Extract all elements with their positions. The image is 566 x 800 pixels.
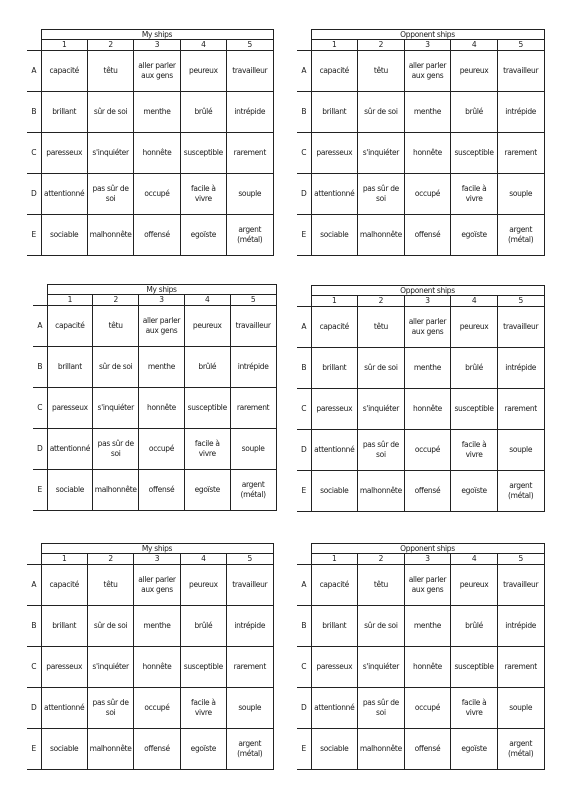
grid-cell[interactable]: offensé [134, 214, 180, 255]
grid-cell[interactable]: egoïste [180, 214, 226, 255]
grid-row [33, 346, 276, 387]
grid-cell[interactable]: s'inquiéter [358, 646, 405, 687]
grid-cell[interactable]: aller parler aux gens [404, 50, 451, 91]
column-header: 4 [451, 554, 498, 564]
grid-cell[interactable]: pas sûr de soi [358, 687, 405, 728]
grid-cell[interactable]: rarement [497, 388, 544, 429]
opponent-ships-grid [297, 285, 545, 512]
grid-cell[interactable]: travailleur [497, 306, 544, 347]
row-label: E [27, 214, 41, 255]
corner-blank [27, 40, 41, 50]
column-header: 1 [311, 40, 358, 50]
grid-cell[interactable]: menthe [404, 605, 451, 646]
grid-cell[interactable]: paresseux [47, 387, 93, 428]
grid-cell[interactable]: rarement [497, 646, 544, 687]
grid-cell[interactable]: brillant [41, 605, 87, 646]
grid-cell[interactable]: facile à vivre [180, 173, 226, 214]
row-label: A [297, 50, 311, 91]
grid-title: Opponent ships [311, 30, 544, 40]
grid-cell[interactable]: sociable [311, 728, 358, 769]
column-header: 4 [451, 40, 498, 50]
grid-cell[interactable]: sûr de soi [93, 346, 139, 387]
corner-blank [297, 554, 311, 564]
corner-blank [297, 286, 311, 296]
grid-cell[interactable]: rarement [227, 132, 273, 173]
grid-cell[interactable]: brûlé [180, 91, 226, 132]
row-label: E [297, 470, 311, 511]
grid-cell[interactable]: capacité [47, 305, 93, 346]
grid-cell[interactable]: souple [227, 687, 273, 728]
grid-cell[interactable]: têtu [93, 305, 139, 346]
grid-cell[interactable]: sociable [311, 470, 358, 511]
column-header: 3 [404, 296, 451, 306]
corner-blank [297, 40, 311, 50]
grid-cell[interactable]: honnête [404, 388, 451, 429]
grid-cell[interactable]: sociable [311, 214, 358, 255]
grid-cell[interactable]: occupé [139, 428, 185, 469]
row-label: B [297, 91, 311, 132]
my-ships-grid [27, 543, 274, 770]
grid-cell[interactable]: brûlé [451, 605, 498, 646]
grid-cell[interactable]: paresseux [311, 388, 358, 429]
column-header: 3 [404, 554, 451, 564]
column-header: 3 [134, 554, 180, 564]
column-header: 2 [87, 40, 133, 50]
grid-cell[interactable]: rarement [227, 646, 273, 687]
column-header: 3 [404, 40, 451, 50]
grid-cell[interactable]: facile à vivre [451, 173, 498, 214]
grid-cell[interactable]: argent (métal) [497, 470, 544, 511]
column-header: 2 [358, 296, 405, 306]
grid-cell[interactable]: honnête [134, 132, 180, 173]
my-ships-grid [33, 284, 277, 511]
grid-cell[interactable]: peureux [451, 50, 498, 91]
grid-cell[interactable]: pas sûr de soi [87, 687, 133, 728]
row-label: C [297, 646, 311, 687]
grid-cell[interactable]: susceptible [184, 387, 230, 428]
grid-cell[interactable]: susceptible [180, 646, 226, 687]
grid-row [27, 214, 273, 255]
row-label: D [27, 173, 41, 214]
grid-cell[interactable]: peureux [451, 564, 498, 605]
grid-cell[interactable]: intrépide [227, 91, 273, 132]
grid-cell[interactable]: intrépide [497, 91, 544, 132]
row-label: B [33, 346, 47, 387]
grid-cell[interactable]: sûr de soi [87, 605, 133, 646]
grid-cell[interactable]: argent (métal) [497, 214, 544, 255]
column-header: 5 [227, 554, 273, 564]
column-header: 1 [41, 554, 87, 564]
grid-cell[interactable]: sûr de soi [358, 91, 405, 132]
grid-cell[interactable]: têtu [87, 564, 133, 605]
grid-cell[interactable]: pas sûr de soi [358, 429, 405, 470]
grid-row [297, 728, 544, 769]
grid-title: My ships [41, 544, 273, 554]
grid-cell[interactable]: egoïste [180, 728, 226, 769]
grid-cell[interactable]: offensé [404, 214, 451, 255]
row-label: B [27, 91, 41, 132]
row-label: A [297, 564, 311, 605]
grid-cell[interactable]: honnête [139, 387, 185, 428]
grid-row [27, 132, 273, 173]
grid-cell[interactable]: susceptible [451, 388, 498, 429]
grid-cell[interactable]: rarement [497, 132, 544, 173]
grid-row [297, 214, 544, 255]
column-header: 5 [497, 40, 544, 50]
grid-cell[interactable]: capacité [311, 50, 358, 91]
row-label: C [33, 387, 47, 428]
grid-row [297, 388, 544, 429]
corner-blank [33, 285, 47, 295]
row-label: D [27, 687, 41, 728]
grid-cell[interactable]: susceptible [180, 132, 226, 173]
grid-row [27, 605, 273, 646]
grid-cell[interactable]: egoïste [184, 469, 230, 510]
grid-cell[interactable]: menthe [134, 605, 180, 646]
grid-cell[interactable]: brillant [311, 605, 358, 646]
row-label: A [27, 50, 41, 91]
corner-blank [297, 30, 311, 40]
column-header: 4 [184, 295, 230, 305]
grid-cell[interactable]: attentionné [311, 429, 358, 470]
column-header: 1 [311, 296, 358, 306]
grid-cell[interactable]: intrépide [227, 605, 273, 646]
grid-row [297, 173, 544, 214]
grid-cell[interactable]: attentionné [47, 428, 93, 469]
grid-cell[interactable]: offensé [404, 470, 451, 511]
grid-cell[interactable]: capacité [41, 50, 87, 91]
grid-cell[interactable]: têtu [358, 306, 405, 347]
grid-cell[interactable]: attentionné [41, 173, 87, 214]
grid-cell[interactable]: aller parler aux gens [139, 305, 185, 346]
grid-row [33, 387, 276, 428]
row-label: A [33, 305, 47, 346]
column-header: 4 [180, 40, 226, 50]
grid-title: Opponent ships [311, 286, 544, 296]
grid-cell[interactable]: travailleur [497, 564, 544, 605]
grid-cell[interactable]: peureux [184, 305, 230, 346]
grid-row [27, 50, 273, 91]
column-header: 4 [451, 296, 498, 306]
row-label: E [297, 728, 311, 769]
grid-cell[interactable]: facile à vivre [184, 428, 230, 469]
grid-cell[interactable]: s'inquiéter [87, 646, 133, 687]
grid-cell[interactable]: paresseux [311, 646, 358, 687]
grid-cell[interactable]: sûr de soi [358, 605, 405, 646]
grid-cell[interactable]: sûr de soi [358, 347, 405, 388]
grid-cell[interactable]: aller parler aux gens [134, 564, 180, 605]
grid-cell[interactable]: peureux [180, 564, 226, 605]
grid-cell[interactable]: honnête [134, 646, 180, 687]
grid-cell[interactable]: brillant [311, 91, 358, 132]
corner-blank [33, 295, 47, 305]
grid-cell[interactable]: capacité [41, 564, 87, 605]
grid-row [33, 469, 276, 510]
grid-cell[interactable]: travailleur [227, 50, 273, 91]
row-label: D [297, 687, 311, 728]
corner-blank [297, 544, 311, 554]
grid-cell[interactable]: aller parler aux gens [404, 306, 451, 347]
grid-cell[interactable]: travailleur [497, 50, 544, 91]
grid-cell[interactable]: menthe [404, 91, 451, 132]
grid-cell[interactable]: offensé [139, 469, 185, 510]
row-label: B [297, 605, 311, 646]
grid-title: Opponent ships [311, 544, 544, 554]
grid-cell[interactable]: facile à vivre [451, 687, 498, 728]
grid-row [27, 564, 273, 605]
grid-cell[interactable]: rarement [230, 387, 276, 428]
grid-cell[interactable]: souple [497, 687, 544, 728]
corner-blank [27, 30, 41, 40]
grid-title: My ships [41, 30, 273, 40]
grid-title: My ships [47, 285, 276, 295]
grid-cell[interactable]: facile à vivre [180, 687, 226, 728]
grid-cell[interactable]: peureux [451, 306, 498, 347]
column-header: 2 [358, 554, 405, 564]
row-label: B [27, 605, 41, 646]
grid-cell[interactable]: susceptible [451, 132, 498, 173]
grid-cell[interactable]: têtu [87, 50, 133, 91]
grid-cell[interactable]: egoïste [451, 728, 498, 769]
column-header: 2 [93, 295, 139, 305]
grid-cell[interactable]: brillant [41, 91, 87, 132]
grid-cell[interactable]: brûlé [451, 91, 498, 132]
grid-row [27, 646, 273, 687]
grid-cell[interactable]: s'inquiéter [93, 387, 139, 428]
grid-cell[interactable]: s'inquiéter [358, 388, 405, 429]
grid-cell[interactable]: paresseux [41, 132, 87, 173]
grid-cell[interactable]: honnête [404, 646, 451, 687]
grid-cell[interactable]: facile à vivre [451, 429, 498, 470]
grid-cell[interactable]: paresseux [311, 132, 358, 173]
grid-cell[interactable]: souple [497, 429, 544, 470]
grid-cell[interactable]: travailleur [230, 305, 276, 346]
column-header: 1 [47, 295, 93, 305]
grid-cell[interactable]: s'inquiéter [358, 132, 405, 173]
grid-cell[interactable]: menthe [404, 347, 451, 388]
column-header: 5 [497, 296, 544, 306]
grid-row [297, 646, 544, 687]
grid-cell[interactable]: brillant [311, 347, 358, 388]
corner-blank [27, 554, 41, 564]
grid-cell[interactable]: attentionné [311, 173, 358, 214]
grid-cell[interactable]: offensé [404, 728, 451, 769]
row-label: D [33, 428, 47, 469]
column-header: 5 [227, 40, 273, 50]
grid-cell[interactable]: malhonnête [358, 728, 405, 769]
grid-row [33, 428, 276, 469]
grid-cell[interactable]: attentionné [311, 687, 358, 728]
grid-cell[interactable]: têtu [358, 50, 405, 91]
grid-row [297, 687, 544, 728]
grid-cell[interactable]: menthe [139, 346, 185, 387]
grid-cell[interactable]: honnête [404, 132, 451, 173]
column-header: 5 [230, 295, 276, 305]
row-label: B [297, 347, 311, 388]
grid-cell[interactable]: argent (métal) [497, 728, 544, 769]
column-header: 4 [180, 554, 226, 564]
column-header: 1 [41, 40, 87, 50]
grid-cell[interactable]: souple [497, 173, 544, 214]
row-label: E [27, 728, 41, 769]
my-ships-grid [27, 29, 274, 256]
grid-cell[interactable]: sociable [47, 469, 93, 510]
column-header: 1 [311, 554, 358, 564]
corner-blank [297, 296, 311, 306]
grid-row [33, 305, 276, 346]
grid-row [297, 306, 544, 347]
grid-cell[interactable]: intrépide [497, 347, 544, 388]
grid-cell[interactable]: aller parler aux gens [134, 50, 180, 91]
grid-cell[interactable]: occupé [404, 429, 451, 470]
grid-cell[interactable]: egoïste [451, 214, 498, 255]
row-label: A [297, 306, 311, 347]
grid-cell[interactable]: souple [230, 428, 276, 469]
grid-cell[interactable]: malhonnête [358, 470, 405, 511]
grid-row [27, 173, 273, 214]
grid-cell[interactable]: argent (métal) [227, 728, 273, 769]
grid-cell[interactable]: brûlé [451, 347, 498, 388]
grid-cell[interactable]: occupé [404, 687, 451, 728]
grid-cell[interactable]: argent (métal) [227, 214, 273, 255]
row-label: C [297, 388, 311, 429]
grid-cell[interactable]: intrépide [497, 605, 544, 646]
row-label: E [297, 214, 311, 255]
grid-row [297, 132, 544, 173]
column-header: 2 [358, 40, 405, 50]
grid-cell[interactable]: occupé [404, 173, 451, 214]
row-label: E [33, 469, 47, 510]
grid-cell[interactable]: brillant [47, 346, 93, 387]
grid-cell[interactable]: sûr de soi [87, 91, 133, 132]
grid-cell[interactable]: s'inquiéter [87, 132, 133, 173]
grid-cell[interactable]: aller parler aux gens [404, 564, 451, 605]
grid-row [297, 605, 544, 646]
grid-row [27, 91, 273, 132]
column-header: 2 [87, 554, 133, 564]
grid-row [27, 728, 273, 769]
grid-row [297, 564, 544, 605]
grid-cell[interactable]: sociable [41, 214, 87, 255]
grid-cell[interactable]: offensé [134, 728, 180, 769]
column-header: 5 [497, 554, 544, 564]
grid-cell[interactable]: brûlé [184, 346, 230, 387]
grid-cell[interactable]: pas sûr de soi [93, 428, 139, 469]
grid-cell[interactable]: pas sûr de soi [87, 173, 133, 214]
column-header: 3 [139, 295, 185, 305]
grid-cell[interactable]: sociable [41, 728, 87, 769]
grid-cell[interactable]: egoïste [451, 470, 498, 511]
corner-blank [27, 544, 41, 554]
row-label: D [297, 173, 311, 214]
grid-cell[interactable]: paresseux [41, 646, 87, 687]
grid-cell[interactable]: menthe [134, 91, 180, 132]
grid-cell[interactable]: pas sûr de soi [358, 173, 405, 214]
grid-row [297, 347, 544, 388]
grid-cell[interactable]: intrépide [230, 346, 276, 387]
grid-cell[interactable]: argent (métal) [230, 469, 276, 510]
grid-cell[interactable]: capacité [311, 564, 358, 605]
grid-cell[interactable]: souple [227, 173, 273, 214]
grid-cell[interactable]: malhonnête [358, 214, 405, 255]
column-header: 3 [134, 40, 180, 50]
grid-row [297, 91, 544, 132]
grid-cell[interactable]: attentionné [41, 687, 87, 728]
grid-cell[interactable]: travailleur [227, 564, 273, 605]
grid-cell[interactable]: capacité [311, 306, 358, 347]
grid-row [297, 470, 544, 511]
row-label: C [27, 132, 41, 173]
row-label: A [27, 564, 41, 605]
grid-cell[interactable]: têtu [358, 564, 405, 605]
grid-cell[interactable]: malhonnête [87, 214, 133, 255]
grid-row [297, 429, 544, 470]
grid-cell[interactable]: occupé [134, 173, 180, 214]
opponent-ships-grid [297, 543, 545, 770]
grid-cell[interactable]: peureux [180, 50, 226, 91]
grid-row [297, 50, 544, 91]
grid-cell[interactable]: susceptible [451, 646, 498, 687]
grid-cell[interactable]: brûlé [180, 605, 226, 646]
opponent-ships-grid [297, 29, 545, 256]
grid-row [27, 687, 273, 728]
grid-cell[interactable]: occupé [134, 687, 180, 728]
row-label: D [297, 429, 311, 470]
grid-cell[interactable]: malhonnête [87, 728, 133, 769]
row-label: C [27, 646, 41, 687]
grid-cell[interactable]: malhonnête [93, 469, 139, 510]
row-label: C [297, 132, 311, 173]
